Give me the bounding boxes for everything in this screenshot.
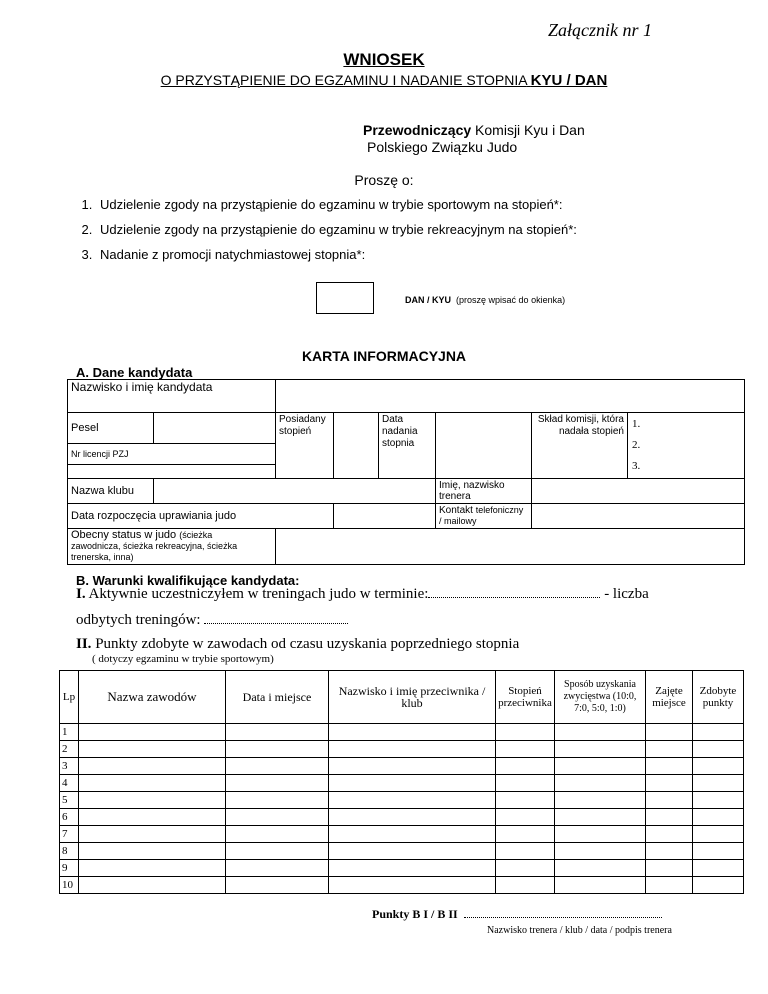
table-cell[interactable] <box>329 826 496 843</box>
header-win-method: Sposób uzyskania zwycięstwa (10:0, 7:0, 5:0, 1:0) <box>555 671 646 724</box>
table-cell[interactable] <box>693 775 744 792</box>
field-degree-held[interactable] <box>334 413 379 479</box>
info-card-title: KARTA INFORMACYJNA <box>301 348 467 364</box>
table-cell[interactable] <box>693 843 744 860</box>
table-cell[interactable] <box>226 877 329 894</box>
row-number: 2 <box>60 741 79 758</box>
label-contact-main: Kontakt <box>439 505 473 516</box>
table-cell[interactable] <box>555 826 646 843</box>
table-cell[interactable] <box>226 843 329 860</box>
points-num: II. <box>76 636 92 652</box>
degree-box-label <box>405 295 565 305</box>
header-opponent: Nazwisko i imię przeciwnika / klub <box>329 671 496 724</box>
competitions-table <box>59 670 744 894</box>
field-club[interactable] <box>154 479 436 504</box>
training-count-field[interactable] <box>204 613 348 624</box>
table-cell[interactable] <box>646 843 693 860</box>
table-cell[interactable] <box>496 860 555 877</box>
points-heading <box>76 636 519 653</box>
table-cell[interactable] <box>329 843 496 860</box>
label-candidate-name: Nazwisko i imię kandydata <box>68 380 276 413</box>
degree-box-label-bold: DAN / KYU <box>405 295 452 305</box>
table-row <box>60 809 744 826</box>
addressee-bold: Przewodniczący <box>363 122 472 138</box>
table-cell[interactable] <box>79 758 226 775</box>
table-cell[interactable] <box>79 741 226 758</box>
commission-num: 3. <box>632 460 641 472</box>
table-cell[interactable] <box>79 809 226 826</box>
label-status-small: (ścieżka <box>179 530 213 540</box>
table-cell[interactable] <box>646 860 693 877</box>
table-cell[interactable] <box>555 843 646 860</box>
points-total-field[interactable] <box>464 907 662 918</box>
table-cell[interactable] <box>496 724 555 741</box>
table-cell[interactable] <box>646 758 693 775</box>
row-number: 10 <box>60 877 79 894</box>
request-intro: Proszę o: <box>354 172 414 188</box>
section-a-title: A. Dane kandydata <box>76 365 193 380</box>
row-number: 8 <box>60 843 79 860</box>
table-cell[interactable] <box>329 724 496 741</box>
table-cell[interactable] <box>226 775 329 792</box>
table-cell[interactable] <box>496 843 555 860</box>
table-cell[interactable] <box>79 843 226 860</box>
training-line <box>76 586 649 603</box>
table-cell[interactable] <box>329 792 496 809</box>
table-cell[interactable] <box>646 877 693 894</box>
annex-label: Załącznik nr 1 <box>547 20 652 40</box>
points-total-label: Punkty B I / B II <box>372 907 458 921</box>
table-cell[interactable] <box>496 809 555 826</box>
header-lp: Lp <box>60 671 79 724</box>
field-start-date[interactable] <box>334 504 436 529</box>
table-cell[interactable] <box>693 877 744 894</box>
label-status-main: Obecny status w judo <box>71 529 177 541</box>
table-cell[interactable] <box>555 724 646 741</box>
field-candidate-name[interactable] <box>276 380 745 413</box>
table-cell[interactable] <box>555 877 646 894</box>
label-status-rest: zawodnicza, ścieżka rekreacyjna, ścieżka trenerska, inna) <box>71 541 238 562</box>
table-cell[interactable] <box>646 826 693 843</box>
table-cell[interactable] <box>226 741 329 758</box>
document-subtitle <box>0 72 768 89</box>
table-cell[interactable] <box>496 826 555 843</box>
table-row <box>60 758 744 775</box>
request-item: 3. Nadanie z promocji natychmiastowej stopnia*: <box>96 242 577 267</box>
table-cell[interactable] <box>555 758 646 775</box>
table-cell[interactable] <box>226 758 329 775</box>
table-cell[interactable] <box>496 758 555 775</box>
label-status <box>68 529 276 565</box>
table-row <box>60 826 744 843</box>
table-cell[interactable] <box>226 724 329 741</box>
row-number: 9 <box>60 860 79 877</box>
table-cell[interactable] <box>555 741 646 758</box>
training-period-field[interactable] <box>428 587 600 598</box>
table-cell[interactable] <box>329 758 496 775</box>
table-cell[interactable] <box>329 860 496 877</box>
table-cell[interactable] <box>226 826 329 843</box>
commission-num: 2. <box>632 439 641 451</box>
training-count-label: odbytych treningów: <box>76 612 201 628</box>
table-cell[interactable] <box>329 877 496 894</box>
table-cell[interactable] <box>79 724 226 741</box>
table-row <box>60 741 744 758</box>
commission-num: 1. <box>632 418 641 430</box>
subtitle-text: O PRZYSTĄPIENIE DO EGZAMINU I NADANIE STOPNIA <box>160 72 527 88</box>
table-cell[interactable] <box>646 809 693 826</box>
table-cell[interactable] <box>646 775 693 792</box>
table-cell[interactable] <box>646 741 693 758</box>
table-cell[interactable] <box>555 775 646 792</box>
addressee-line2: Polskiego Związku Judo <box>367 139 518 155</box>
field-contact[interactable] <box>532 504 745 529</box>
label-license: Nr licencji PZJ <box>68 444 276 465</box>
table-row <box>60 775 744 792</box>
signature-label: Nazwisko trenera / klub / data / podpis trenera <box>487 925 672 936</box>
subtitle-bold: KYU / DAN <box>530 72 608 89</box>
header-competition: Nazwa zawodów <box>79 671 226 724</box>
table-cell[interactable] <box>496 792 555 809</box>
table-row <box>60 843 744 860</box>
request-list <box>78 192 577 267</box>
header-date-place: Data i miejsce <box>226 671 329 724</box>
table-cell[interactable] <box>693 741 744 758</box>
addressee-rest: Komisji Kyu i Dan <box>471 122 585 138</box>
label-club: Nazwa klubu <box>68 479 154 504</box>
table-cell[interactable] <box>329 741 496 758</box>
commission-members[interactable] <box>628 413 745 479</box>
table-cell[interactable] <box>329 809 496 826</box>
header-place: Zajęte miejsce <box>646 671 693 724</box>
field-status[interactable] <box>276 529 745 565</box>
table-cell[interactable] <box>79 826 226 843</box>
table-cell[interactable] <box>646 724 693 741</box>
training-text: Aktywnie uczestniczyłem w treningach judo w terminie: <box>88 586 429 602</box>
degree-input-box[interactable] <box>316 282 374 314</box>
label-contact-small: telefoniczny / mailowy <box>439 505 524 526</box>
table-cell[interactable] <box>693 860 744 877</box>
points-total <box>372 907 662 922</box>
degree-box-note: (proszę wpisać do okienka) <box>456 295 566 305</box>
field-pesel[interactable] <box>154 413 276 444</box>
training-count-line <box>76 612 348 629</box>
label-contact <box>436 504 532 529</box>
label-coach: Imię, nazwisko trenera <box>436 479 532 504</box>
table-cell[interactable] <box>79 860 226 877</box>
section-b-title: B. Warunki kwalifikujące kandydata: <box>76 573 300 588</box>
points-text: Punkty zdobyte w zawodach od czasu uzyskania poprzedniego stopnia <box>95 636 520 652</box>
label-start-date: Data rozpoczęcia uprawiania judo <box>68 504 334 529</box>
table-cell[interactable] <box>79 792 226 809</box>
table-cell[interactable] <box>226 860 329 877</box>
field-license[interactable] <box>68 465 276 479</box>
table-cell[interactable] <box>226 792 329 809</box>
request-item: 1. Udzielenie zgody na przystąpienie do egzaminu w trybie sportowym na stopień*: <box>96 192 577 217</box>
label-pesel: Pesel <box>68 413 154 444</box>
table-cell[interactable] <box>555 809 646 826</box>
field-coach[interactable] <box>532 479 745 504</box>
table-cell[interactable] <box>329 775 496 792</box>
table-cell[interactable] <box>693 792 744 809</box>
row-number: 6 <box>60 809 79 826</box>
table-cell[interactable] <box>496 877 555 894</box>
header-points: Zdobyte punkty <box>693 671 744 724</box>
label-degree-date: Data nadania stopnia <box>379 413 436 479</box>
table-cell[interactable] <box>226 809 329 826</box>
addressee <box>363 122 585 156</box>
request-item: 2. Udzielenie zgody na przystąpienie do egzaminu w trybie rekreacyjnym na stopień*: <box>96 217 577 242</box>
header-opponent-degree: Stopień przeciwnika <box>496 671 555 724</box>
table-cell[interactable] <box>496 741 555 758</box>
candidate-info-table <box>67 379 745 565</box>
table-cell[interactable] <box>693 809 744 826</box>
table-cell[interactable] <box>693 724 744 741</box>
field-degree-date[interactable] <box>436 413 532 479</box>
table-cell[interactable] <box>693 826 744 843</box>
table-row <box>60 724 744 741</box>
table-cell[interactable] <box>693 758 744 775</box>
row-number: 7 <box>60 826 79 843</box>
table-row <box>60 860 744 877</box>
row-number: 4 <box>60 775 79 792</box>
training-suffix: - liczba <box>604 586 649 602</box>
table-cell[interactable] <box>646 792 693 809</box>
table-cell[interactable] <box>555 792 646 809</box>
points-note: ( dotyczy egzaminu w trybie sportowym) <box>92 653 274 665</box>
table-cell[interactable] <box>555 860 646 877</box>
row-number: 5 <box>60 792 79 809</box>
table-row <box>60 792 744 809</box>
table-cell[interactable] <box>496 775 555 792</box>
label-degree-held: Posiadany stopień <box>276 413 334 479</box>
row-number: 1 <box>60 724 79 741</box>
table-cell[interactable] <box>79 877 226 894</box>
document-title: WNIOSEK <box>343 50 425 69</box>
label-commission: Skład komisji, która nadała stopień <box>532 413 628 479</box>
table-row <box>60 877 744 894</box>
table-cell[interactable] <box>79 775 226 792</box>
training-num: I. <box>76 586 86 602</box>
row-number: 3 <box>60 758 79 775</box>
